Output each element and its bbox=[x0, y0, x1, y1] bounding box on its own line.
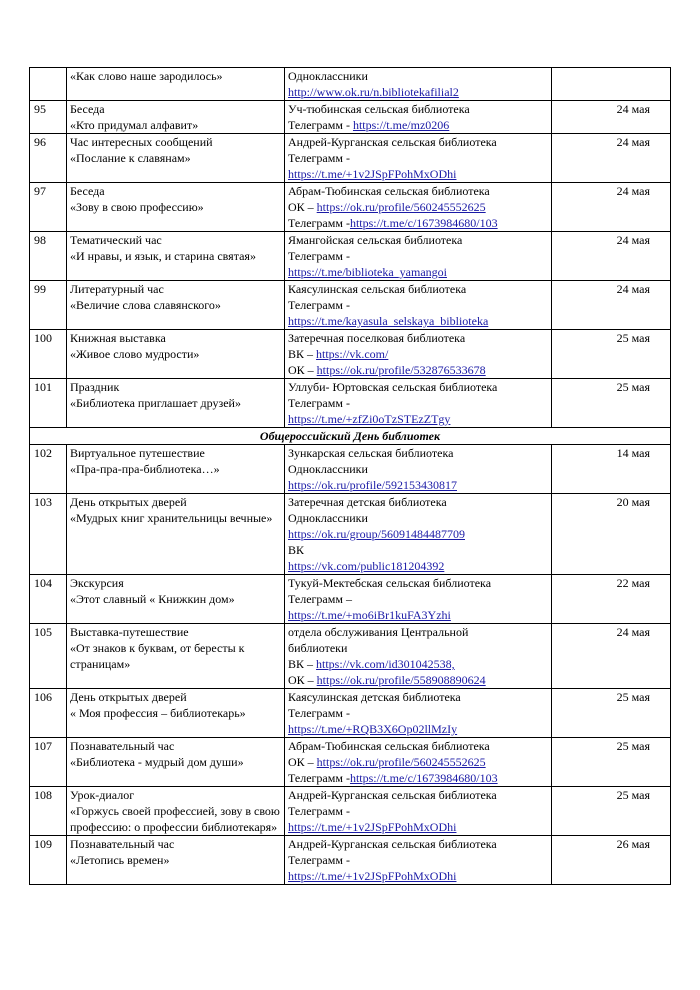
event-type: Беседа bbox=[70, 184, 105, 198]
contact-label: Телеграмм - bbox=[288, 298, 350, 312]
contact-link[interactable]: https://ok.ru/group/56091484487709 bbox=[288, 527, 465, 541]
table-row bbox=[30, 281, 671, 330]
contact-line bbox=[288, 591, 548, 607]
table-row bbox=[30, 689, 671, 738]
contact-line bbox=[288, 672, 548, 688]
event-cell bbox=[67, 330, 285, 379]
event-title: «Зову в свою профессию» bbox=[70, 200, 204, 214]
event-cell bbox=[67, 738, 285, 787]
contact-line bbox=[288, 313, 548, 329]
row-number: 108 bbox=[34, 788, 52, 802]
contact-link[interactable]: https://t.me/+RQB3X6Op02llMzIy bbox=[288, 722, 458, 736]
row-number-cell bbox=[30, 379, 67, 428]
contact-label: ОК – bbox=[288, 673, 317, 687]
contact-label: ВК bbox=[288, 543, 305, 557]
contact-link[interactable]: https://vk.com/ bbox=[316, 347, 389, 361]
contact-line bbox=[288, 754, 548, 770]
row-number-cell bbox=[30, 101, 67, 134]
contact-label: Телеграмм - bbox=[288, 706, 350, 720]
contact-label: Телеграмм - bbox=[288, 151, 350, 165]
contact-link[interactable]: https://t.me/+mo6iBr1kuFA3Yzhi bbox=[288, 608, 451, 622]
row-number-cell bbox=[30, 330, 67, 379]
table-row bbox=[30, 330, 671, 379]
platform-label: Одноклассники bbox=[288, 69, 368, 83]
event-date: 26 мая bbox=[616, 837, 650, 851]
event-type: День открытых дверей bbox=[70, 495, 187, 509]
row-number: 100 bbox=[34, 331, 52, 345]
event-title: «От знаков к буквам, от бересты к страницам» bbox=[70, 641, 245, 671]
event-cell bbox=[67, 281, 285, 330]
library-name: Андрей-Курганская сельская библиотека bbox=[288, 788, 497, 802]
event-title: «Мудрых книг хранительницы вечные» bbox=[70, 511, 273, 525]
library-name: Затеречная детская библиотека bbox=[288, 495, 447, 509]
event-date: 24 мая bbox=[616, 102, 650, 116]
event-type: Виртуальное путешествие bbox=[70, 446, 205, 460]
contact-line bbox=[288, 411, 548, 427]
event-type: Экскурсия bbox=[70, 576, 124, 590]
platform-link[interactable]: http://www.ok.ru/n.bibliotekafilial2 bbox=[288, 85, 459, 99]
contact-line bbox=[288, 656, 548, 672]
event-title: «Послание к славянам» bbox=[70, 151, 191, 165]
place-cell bbox=[285, 232, 552, 281]
date-cell bbox=[552, 445, 671, 494]
event-type: Познавательный час bbox=[70, 837, 175, 851]
event-cell bbox=[67, 624, 285, 689]
row-number: 107 bbox=[34, 739, 52, 753]
contact-line bbox=[288, 297, 548, 313]
contact-label: ВК – bbox=[288, 657, 317, 671]
event-cell bbox=[67, 494, 285, 575]
contact-link[interactable]: https://t.me/kayasula_selskaya_biblioteka bbox=[288, 314, 489, 328]
event-cell bbox=[67, 836, 285, 885]
library-name: отдела обслуживания Центральной bbox=[288, 625, 469, 639]
row-number: 106 bbox=[34, 690, 52, 704]
table-row bbox=[30, 445, 671, 494]
row-number-cell bbox=[30, 836, 67, 885]
contact-line bbox=[288, 264, 548, 280]
table-row bbox=[30, 68, 671, 101]
date-cell bbox=[552, 379, 671, 428]
date-cell bbox=[552, 68, 671, 101]
event-date: 14 мая bbox=[616, 446, 650, 460]
row-number: 98 bbox=[34, 233, 46, 247]
contact-label: ОК – bbox=[288, 363, 317, 377]
contact-line bbox=[288, 607, 548, 623]
date-cell bbox=[552, 836, 671, 885]
date-cell bbox=[552, 494, 671, 575]
date-cell bbox=[552, 575, 671, 624]
event-title: «Летопись времен» bbox=[70, 853, 170, 867]
table-row bbox=[30, 134, 671, 183]
contact-line bbox=[288, 117, 548, 133]
table-row bbox=[30, 836, 671, 885]
event-cell bbox=[67, 68, 285, 101]
event-type: Урок-диалог bbox=[70, 788, 135, 802]
event-title: «Живое слово мудрости» bbox=[70, 347, 200, 361]
row-number: 104 bbox=[34, 576, 52, 590]
contact-line bbox=[288, 558, 548, 574]
contact-label: Телеграмм - bbox=[288, 118, 353, 132]
row-number-cell bbox=[30, 575, 67, 624]
contact-label: Телеграмм - bbox=[288, 771, 350, 785]
contact-link[interactable]: https://ok.ru/profile/532876533678 bbox=[316, 363, 486, 377]
contact-link[interactable]: https://t.me/+1v2JSpFPohMxODhi bbox=[288, 869, 457, 883]
event-cell bbox=[67, 134, 285, 183]
event-date: 20 мая bbox=[616, 495, 650, 509]
library-name: Затеречная поселковая библиотека bbox=[288, 331, 466, 345]
date-cell bbox=[552, 101, 671, 134]
contact-line bbox=[288, 803, 548, 819]
event-date: 24 мая bbox=[616, 625, 650, 639]
event-date: 24 мая bbox=[616, 282, 650, 296]
contact-line bbox=[288, 640, 548, 656]
library-name: Тукуй-Мектебская сельская библиотека bbox=[288, 576, 492, 590]
library-name: Зункарская сельская библиотека bbox=[288, 446, 454, 460]
date-cell bbox=[552, 689, 671, 738]
events-table-body bbox=[30, 68, 671, 885]
contact-line bbox=[288, 542, 548, 558]
table-row bbox=[30, 232, 671, 281]
table-row bbox=[30, 183, 671, 232]
row-number-cell bbox=[30, 689, 67, 738]
contact-line bbox=[288, 346, 548, 362]
contact-label: Телеграмм – bbox=[288, 592, 352, 606]
contact-label: Телеграмм - bbox=[288, 249, 350, 263]
contact-line bbox=[288, 526, 548, 542]
contact-label: Телеграмм - bbox=[288, 396, 350, 410]
contact-line bbox=[288, 477, 548, 493]
events-table bbox=[29, 67, 671, 885]
contact-link[interactable]: https://vk.com/public181204392 bbox=[288, 559, 445, 573]
place-cell bbox=[285, 575, 552, 624]
library-name: Абрам-Тюбинская сельская библиотека bbox=[288, 184, 490, 198]
contact-line bbox=[288, 248, 548, 264]
event-cell bbox=[67, 445, 285, 494]
place-cell bbox=[285, 134, 552, 183]
event-title: «Библиотека - мудрый дом души» bbox=[70, 755, 244, 769]
date-cell bbox=[552, 281, 671, 330]
event-date: 24 мая bbox=[616, 184, 650, 198]
row-number-cell bbox=[30, 232, 67, 281]
date-cell bbox=[552, 787, 671, 836]
row-number: 105 bbox=[34, 625, 52, 639]
event-title: «Этот славный « Книжкин дом» bbox=[70, 592, 235, 606]
event-type: Познавательный час bbox=[70, 739, 175, 753]
row-number: 97 bbox=[34, 184, 46, 198]
contact-label: Телеграмм - bbox=[288, 853, 350, 867]
place-cell bbox=[285, 101, 552, 134]
contact-link[interactable]: https://t.me/+1v2JSpFPohMxODhi bbox=[288, 820, 457, 834]
place-cell bbox=[285, 836, 552, 885]
contact-link[interactable]: https://ok.ru/profile/560245552625 bbox=[316, 200, 486, 214]
contact-line bbox=[288, 215, 548, 231]
row-number: 96 bbox=[34, 135, 46, 149]
library-name: Ямангойская сельская библиотека bbox=[288, 233, 463, 247]
contact-line bbox=[288, 819, 548, 835]
contact-line bbox=[288, 461, 548, 477]
contact-line bbox=[288, 395, 548, 411]
contact-label: Одноклассники bbox=[288, 511, 368, 525]
event-type: Час интересных сообщений bbox=[70, 135, 213, 149]
contact-line bbox=[288, 166, 548, 182]
row-number-cell bbox=[30, 624, 67, 689]
contact-label: Телеграмм - bbox=[288, 216, 350, 230]
library-name: Андрей-Курганская сельская библиотека bbox=[288, 837, 497, 851]
place-cell bbox=[285, 68, 552, 101]
section-row bbox=[30, 428, 671, 445]
event-title: «Горжусь своей профессией, зову в свою профессию: о профессии библиотекаря» bbox=[70, 804, 280, 834]
event-cell bbox=[67, 787, 285, 836]
place-cell bbox=[285, 738, 552, 787]
library-name: Уч-тюбинская сельская библиотека bbox=[288, 102, 470, 116]
event-date: 22 мая bbox=[616, 576, 650, 590]
date-cell bbox=[552, 738, 671, 787]
section-title: Общероссийский День библиотек bbox=[30, 428, 671, 445]
contact-link[interactable]: https://ok.ru/profile/558908890624 bbox=[316, 673, 486, 687]
contact-link[interactable]: https://t.me/c/1673984680/103 bbox=[349, 771, 498, 785]
contact-link[interactable]: https://t.me/+zfZi0oTzSTEzZTgy bbox=[288, 412, 451, 426]
contact-line bbox=[288, 362, 548, 378]
contact-line bbox=[288, 721, 548, 737]
table-row bbox=[30, 738, 671, 787]
place-cell bbox=[285, 445, 552, 494]
event-cell bbox=[67, 575, 285, 624]
event-date: 25 мая bbox=[616, 739, 650, 753]
event-date: 24 мая bbox=[616, 233, 650, 247]
row-number: 99 bbox=[34, 282, 46, 296]
event-cell bbox=[67, 689, 285, 738]
contact-label: Телеграмм - bbox=[288, 804, 350, 818]
contact-label: библиотеки bbox=[288, 641, 348, 655]
contact-link[interactable]: https://t.me/c/1673984680/103 bbox=[349, 216, 498, 230]
event-date: 25 мая bbox=[616, 331, 650, 345]
date-cell bbox=[552, 624, 671, 689]
contact-label: ОК – bbox=[288, 755, 317, 769]
contact-link[interactable]: https://t.me/mz0206 bbox=[352, 118, 450, 132]
event-date: 25 мая bbox=[616, 788, 650, 802]
row-number: 95 bbox=[34, 102, 46, 116]
place-cell bbox=[285, 494, 552, 575]
event-type: Беседа bbox=[70, 102, 105, 116]
place-cell bbox=[285, 183, 552, 232]
table-row bbox=[30, 101, 671, 134]
row-number-cell bbox=[30, 738, 67, 787]
contact-line bbox=[288, 510, 548, 526]
row-number: 109 bbox=[34, 837, 52, 851]
event-type: День открытых дверей bbox=[70, 690, 187, 704]
place-cell bbox=[285, 787, 552, 836]
event-cell bbox=[67, 183, 285, 232]
event-type: Тематический час bbox=[70, 233, 162, 247]
library-name: Каясулинская сельская библиотека bbox=[288, 282, 467, 296]
event-type: Книжная выставка bbox=[70, 331, 166, 345]
place-cell bbox=[285, 689, 552, 738]
table-row bbox=[30, 494, 671, 575]
date-cell bbox=[552, 183, 671, 232]
contact-label: ВК – bbox=[288, 347, 317, 361]
event-title: «Пра-пра-пра-библиотека…» bbox=[70, 462, 220, 476]
row-number-cell bbox=[30, 134, 67, 183]
place-cell bbox=[285, 281, 552, 330]
event-date: 24 мая bbox=[616, 135, 650, 149]
row-number-cell bbox=[30, 445, 67, 494]
event-date: 25 мая bbox=[616, 380, 650, 394]
event-title: «Величие слова славянского» bbox=[70, 298, 221, 312]
row-number-cell bbox=[30, 494, 67, 575]
contact-line bbox=[288, 770, 548, 786]
row-number-cell bbox=[30, 787, 67, 836]
row-number-cell bbox=[30, 68, 67, 101]
row-number-cell bbox=[30, 281, 67, 330]
contact-label: Одноклассники bbox=[288, 462, 368, 476]
event-title: «Кто придумал алфавит» bbox=[70, 118, 199, 132]
library-name: Каясулинская детская библиотека bbox=[288, 690, 461, 704]
row-number: 103 bbox=[34, 495, 52, 509]
event-title: «Библиотека приглашает друзей» bbox=[70, 396, 241, 410]
event-line: «Как слово наше зародилось» bbox=[70, 69, 223, 83]
table-row bbox=[30, 787, 671, 836]
event-type: Литературный час bbox=[70, 282, 164, 296]
event-title: «И нравы, и язык, и старина святая» bbox=[70, 249, 256, 263]
event-cell bbox=[67, 232, 285, 281]
contact-label: ОК – bbox=[288, 200, 317, 214]
contact-line bbox=[288, 852, 548, 868]
date-cell bbox=[552, 330, 671, 379]
contact-line bbox=[288, 199, 548, 215]
contact-line bbox=[288, 705, 548, 721]
table-row bbox=[30, 575, 671, 624]
event-cell bbox=[67, 379, 285, 428]
event-title: « Моя профессия – библиотекарь» bbox=[70, 706, 246, 720]
contact-link[interactable]: https://ok.ru/profile/560245552625 bbox=[316, 755, 486, 769]
table-row bbox=[30, 379, 671, 428]
row-number: 101 bbox=[34, 380, 52, 394]
date-cell bbox=[552, 232, 671, 281]
contact-link[interactable]: https://t.me/+1v2JSpFPohMxODhi bbox=[288, 167, 457, 181]
contact-line bbox=[288, 868, 548, 884]
contact-link[interactable]: https://t.me/biblioteka_yamangoi bbox=[288, 265, 447, 279]
place-cell bbox=[285, 330, 552, 379]
table-row bbox=[30, 624, 671, 689]
contact-link[interactable]: https://vk.com/id301042538, bbox=[316, 657, 455, 671]
event-cell bbox=[67, 101, 285, 134]
contact-link[interactable]: https://ok.ru/profile/592153430817 bbox=[288, 478, 457, 492]
library-name: Андрей-Курганская сельская библиотека bbox=[288, 135, 497, 149]
event-type: Выставка-путешествие bbox=[70, 625, 189, 639]
contact-line bbox=[288, 150, 548, 166]
row-number-cell bbox=[30, 183, 67, 232]
date-cell bbox=[552, 134, 671, 183]
library-name: Уллуби- Юртовская сельская библиотека bbox=[288, 380, 498, 394]
event-date: 25 мая bbox=[616, 690, 650, 704]
event-type: Праздник bbox=[70, 380, 120, 394]
place-cell bbox=[285, 379, 552, 428]
row-number: 102 bbox=[34, 446, 52, 460]
place-cell bbox=[285, 624, 552, 689]
library-name: Абрам-Тюбинская сельская библиотека bbox=[288, 739, 490, 753]
